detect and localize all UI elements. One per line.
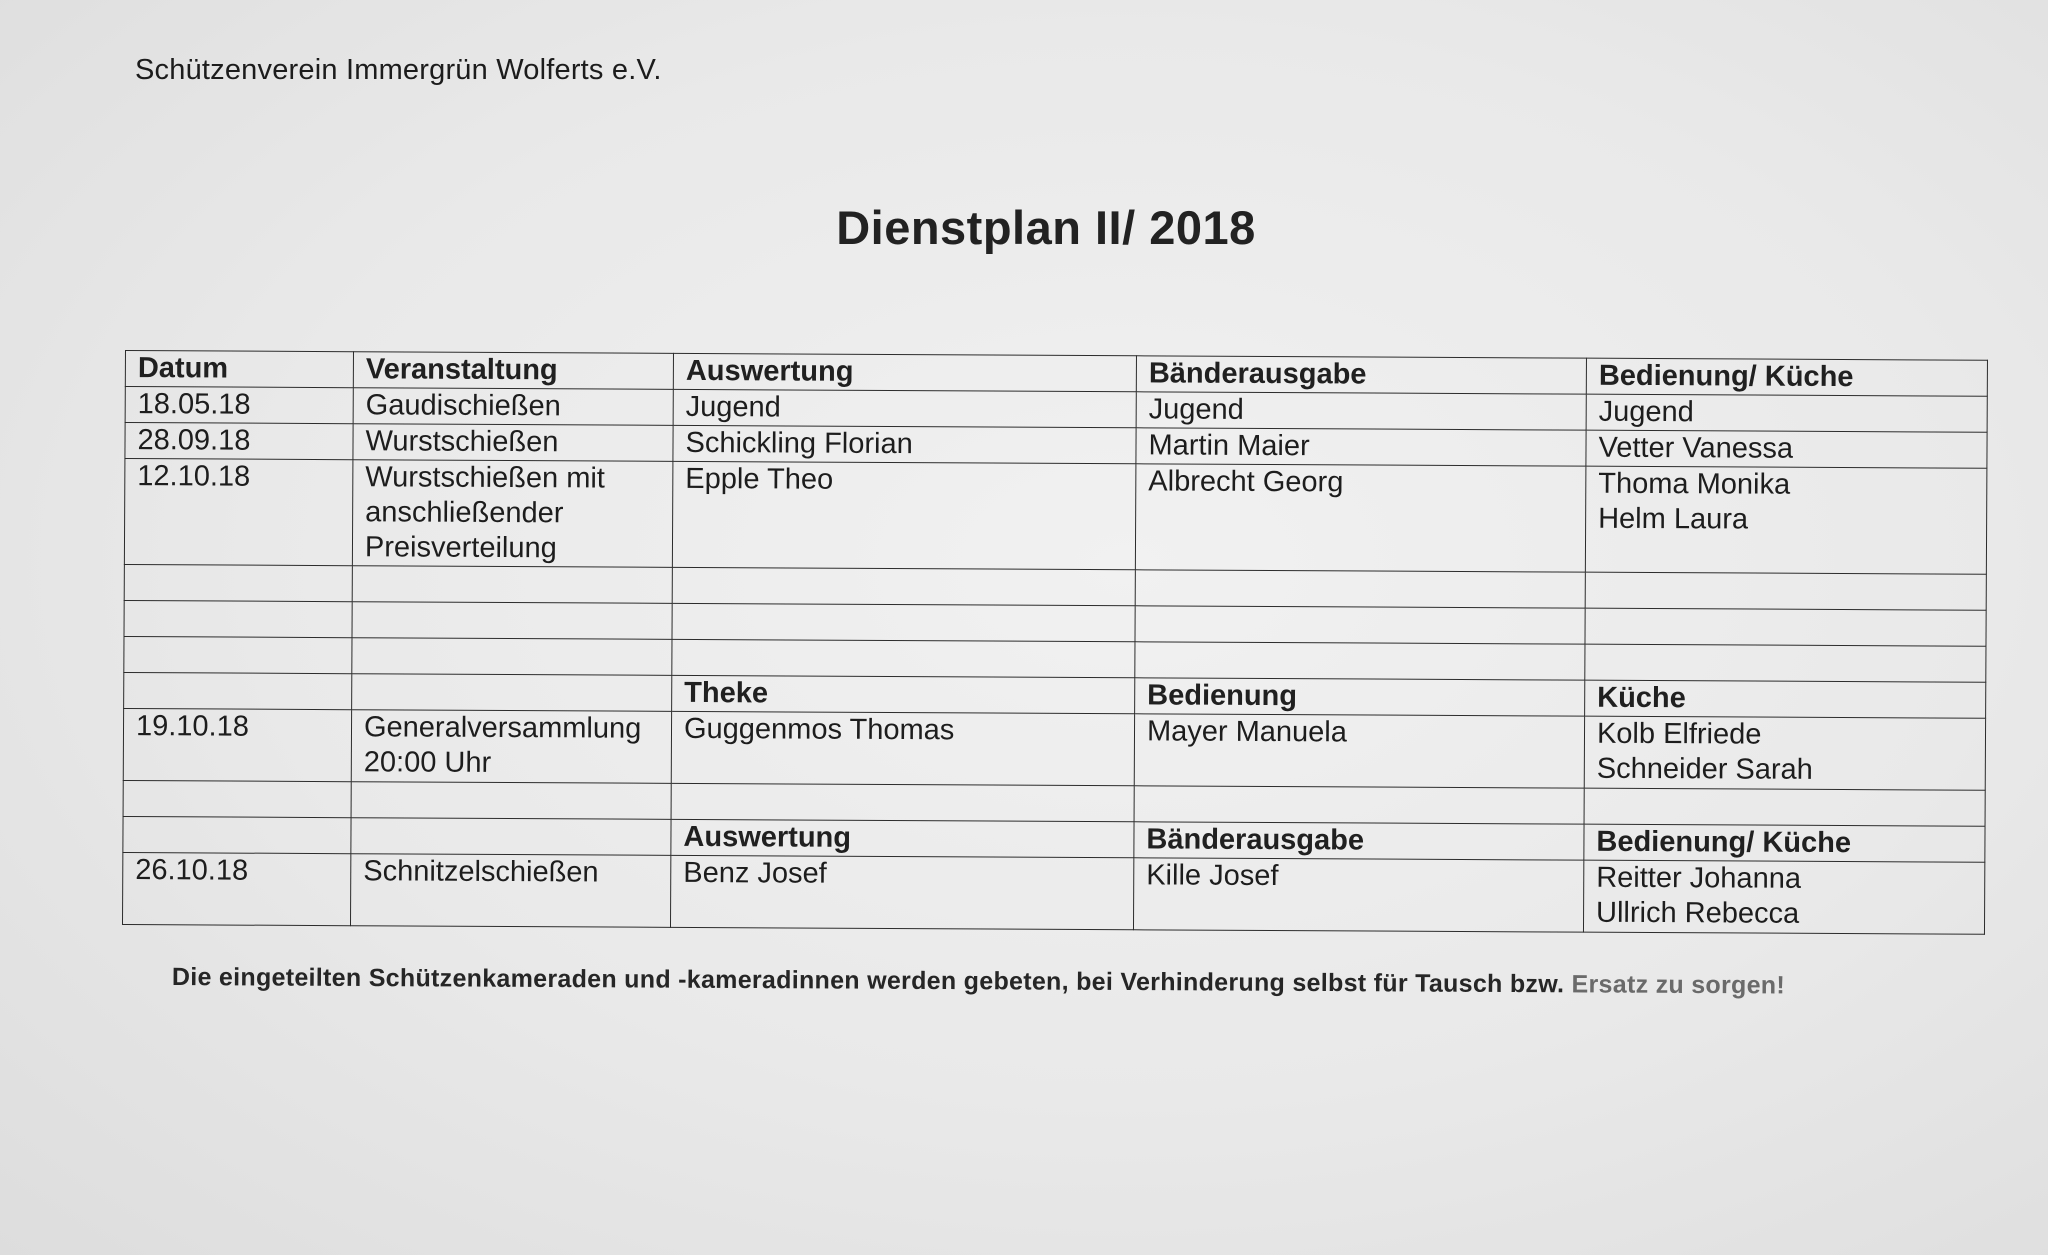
cell-col4 [1134, 786, 1584, 824]
footer-note [172, 963, 1785, 1000]
cell-event [352, 674, 672, 712]
cell-col3: Guggenmos Thomas [671, 711, 1134, 785]
table-row [123, 708, 1985, 790]
cell-col3: Schickling Florian [673, 425, 1136, 463]
cell-date [124, 564, 352, 601]
cell-col5: Jugend [1586, 394, 1987, 432]
cell-date [124, 600, 352, 637]
cell-col4 [1135, 606, 1585, 644]
duty-roster-table [122, 350, 1988, 935]
footer-text: Die eingeteilten Schützenkameraden und -kameradinnen werden gebeten, bei Verhinderung selbst für Tausch bzw. [171, 963, 1565, 999]
cell-event: Wurstschießen [353, 424, 673, 462]
cell-col3: Benz Josef [670, 855, 1133, 929]
cell-date [123, 816, 351, 853]
cell-date: 19.10.18 [123, 708, 351, 781]
cell-date [123, 780, 351, 817]
cell-col5: Kolb Elfriede Schneider Sarah [1584, 716, 1985, 790]
cell-col5 [1584, 788, 1985, 826]
cell-col4: Kille Josef [1133, 858, 1583, 932]
cell-col5 [1585, 608, 1986, 646]
cell-col3: Jugend [673, 389, 1136, 427]
subheader-cell-theke: Theke [672, 675, 1135, 713]
cell-col5 [1585, 644, 1986, 682]
footer-text-faded: Ersatz zu sorgen! [1564, 970, 1786, 1000]
cell-date: 28.09.18 [125, 423, 353, 460]
cell-col3 [672, 639, 1135, 677]
subheader-cell-baenderausgabe: Bänderausgabe [1134, 822, 1584, 860]
cell-col4: Albrecht Georg [1135, 464, 1586, 572]
table-row [124, 459, 1987, 575]
subheader-cell-bedienung: Bedienung [1135, 678, 1585, 716]
cell-col4: Martin Maier [1136, 428, 1586, 466]
cell-col4: Mayer Manuela [1134, 714, 1584, 788]
header-cell-baenderausgabe: Bänderausgabe [1136, 356, 1586, 394]
cell-col3: Epple Theo [672, 461, 1136, 569]
cell-col3 [671, 783, 1134, 821]
cell-event [351, 782, 671, 820]
cell-col3 [672, 603, 1135, 641]
cell-col4 [1135, 642, 1585, 680]
cell-event [351, 818, 671, 856]
subheader-cell-kueche: Küche [1585, 680, 1986, 718]
cell-date [124, 636, 352, 673]
cell-event: Generalversammlung 20:00 Uhr [351, 710, 671, 784]
cell-date: 12.10.18 [124, 459, 353, 566]
cell-col3 [672, 567, 1135, 605]
cell-col5: Thoma Monika Helm Laura [1585, 466, 1987, 574]
cell-col5: Vetter Vanessa [1586, 430, 1987, 468]
subheader-cell-bedienung-kueche: Bedienung/ Küche [1584, 824, 1985, 862]
table-row [122, 852, 1984, 934]
cell-date: 18.05.18 [125, 387, 353, 424]
header-cell-bedienung-kueche: Bedienung/ Küche [1586, 358, 1987, 396]
header-cell-datum: Datum [125, 351, 353, 388]
cell-event [352, 566, 672, 604]
cell-date [124, 672, 352, 709]
cell-event [352, 638, 672, 676]
cell-col5 [1585, 572, 1986, 610]
cell-event: Gaudischießen [353, 388, 673, 426]
header-cell-veranstaltung: Veranstaltung [353, 352, 673, 390]
organization-name: Schützenverein Immergrün Wolferts e.V. [135, 54, 662, 86]
cell-event: Schnitzelschießen [350, 854, 670, 928]
subheader-cell-auswertung: Auswertung [671, 819, 1134, 857]
cell-col5: Reitter Johanna Ullrich Rebecca [1583, 860, 1984, 934]
document-title: Dienstplan II/ 2018 [836, 201, 1256, 254]
cell-event: Wurstschießen mit anschließender Preisverteilung [352, 460, 673, 568]
cell-event [352, 602, 672, 640]
header-cell-auswertung: Auswertung [673, 353, 1136, 391]
cell-col4: Jugend [1136, 392, 1586, 430]
cell-date: 26.10.18 [122, 852, 350, 925]
cell-col4 [1135, 570, 1585, 608]
